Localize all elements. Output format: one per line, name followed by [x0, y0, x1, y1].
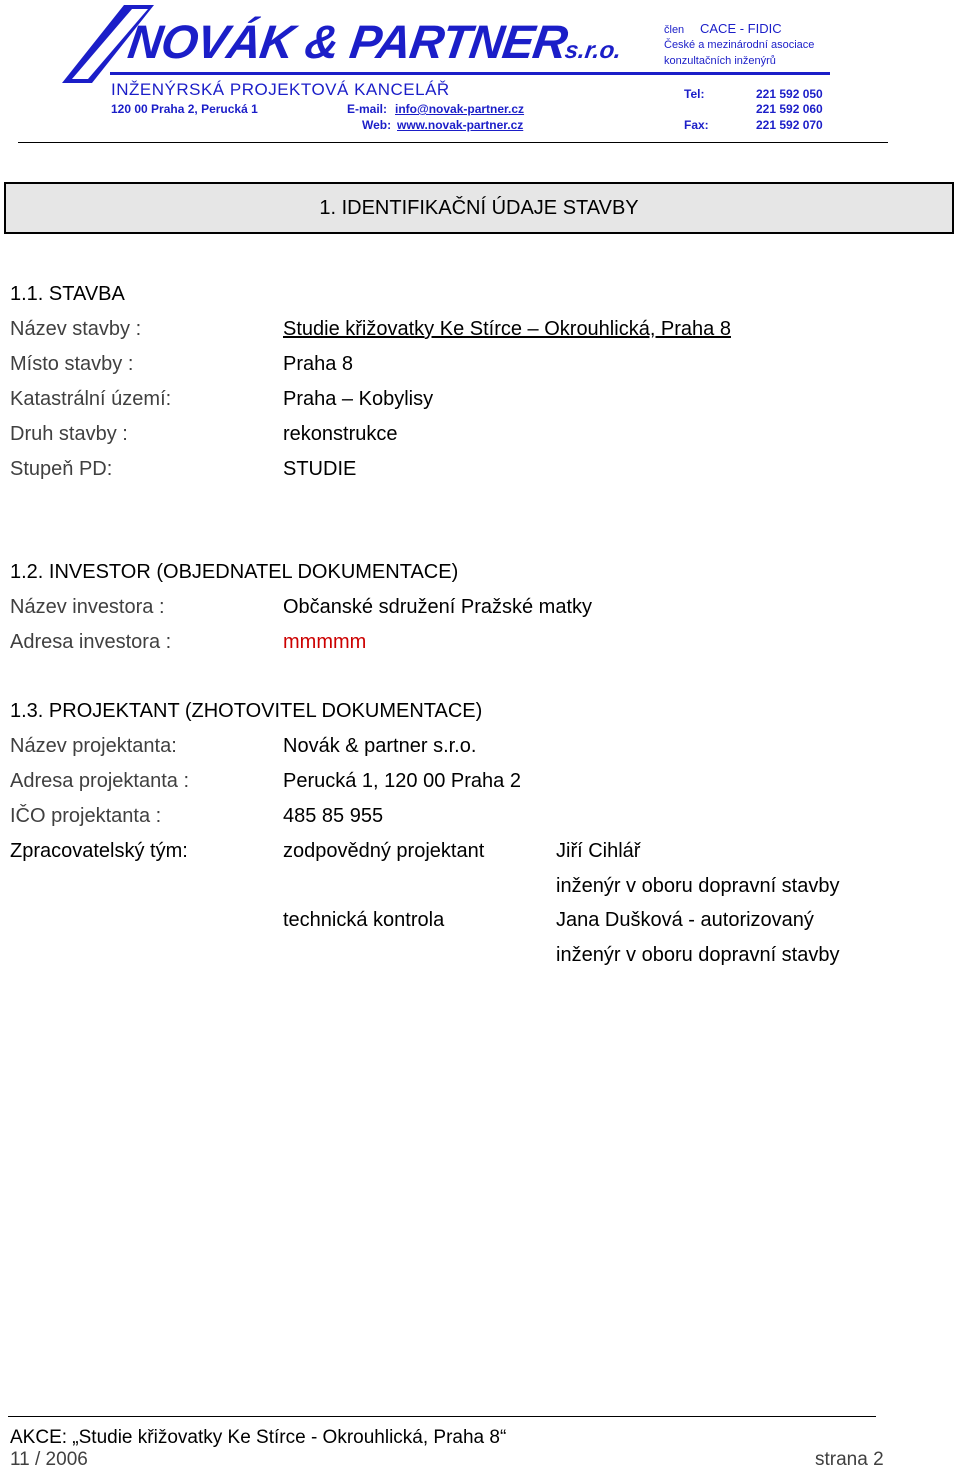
web-link[interactable]: www.novak-partner.cz [397, 118, 524, 132]
footer-akce: AKCE: „Studie křižovatky Ke Stírce - Okrouhlická, Praha 8“ [10, 1427, 507, 1448]
field-value-ico-projektanta: 485 85 955 [283, 805, 384, 827]
field-label: Název projektanta: [10, 735, 177, 757]
email-link[interactable]: info@novak-partner.cz [395, 102, 525, 116]
field-label: Název investora : [10, 596, 165, 618]
member-org: CACE - FIDIC [700, 21, 782, 36]
member-label: člen [664, 24, 685, 36]
document-title-box [4, 182, 954, 234]
company-logo: NOVÁK & PARTNERs.r.o. [124, 15, 624, 68]
footer-date: 11 / 2006 [10, 1449, 88, 1470]
field-label: Adresa projektanta : [10, 770, 189, 792]
footer-page-number: strana 2 [815, 1449, 884, 1470]
team-label: Zpracovatelský tým: [10, 840, 188, 862]
field-value-druh-stavby: rekonstrukce [283, 423, 398, 445]
field-label: Druh stavby : [10, 423, 128, 445]
office-name: INŽENÝRSKÁ PROJEKTOVÁ KANCELÁŘ [111, 80, 450, 99]
team-member-qualification: inženýr v oboru dopravní stavby [556, 944, 840, 966]
field-value-misto-stavby: Praha 8 [283, 353, 354, 375]
member-org-line3: konzultačních inženýrů [664, 55, 776, 67]
email-label: E-mail: [347, 102, 388, 116]
field-value-katastralni-uzemi: Praha – Kobylisy [283, 388, 434, 410]
team-member-name: Jiří Cihlář [556, 840, 641, 862]
field-label: IČO projektanta : [10, 805, 162, 827]
team-role: zodpovědný projektant [283, 840, 485, 862]
footer-divider [8, 1416, 876, 1417]
logo-underline [110, 72, 830, 75]
team-member-qualification: inženýr v oboru dopravní stavby [556, 875, 840, 897]
web-label: Web: [362, 118, 392, 132]
field-label: Katastrální území: [10, 388, 172, 410]
header-divider [18, 142, 888, 143]
tel-label: Tel: [684, 87, 705, 101]
field-value-nazev-investora: Občanské sdružení Pražské matky [283, 596, 593, 618]
field-label: Název stavby : [10, 318, 142, 340]
field-value-adresa-projektanta: Perucká 1, 120 00 Praha 2 [283, 770, 521, 792]
field-label: Místo stavby : [10, 353, 134, 375]
field-label: Adresa investora : [10, 631, 172, 653]
section-heading-stavba: 1.1. STAVBA [10, 283, 125, 305]
company-address: 120 00 Praha 2, Perucká 1 [111, 102, 258, 116]
section-heading-projektant: 1.3. PROJEKTANT (ZHOTOVITEL DOKUMENTACE) [10, 700, 483, 722]
fax-number: 221 592 070 [756, 118, 823, 132]
tel-number-2: 221 592 060 [756, 102, 823, 116]
field-value-nazev-projektanta: Novák & partner s.r.o. [283, 735, 477, 757]
field-value-adresa-investora: mmmmm [283, 631, 367, 653]
section-heading-investor: 1.2. INVESTOR (OBJEDNATEL DOKUMENTACE) [10, 561, 459, 583]
document-title: 1. IDENTIFIKAČNÍ ÚDAJE STAVBY [319, 196, 639, 219]
team-member-name: Jana Dušková - autorizovaný [556, 909, 814, 931]
tel-number-1: 221 592 050 [756, 87, 823, 101]
field-label: Stupeň PD: [10, 458, 113, 480]
fax-label: Fax: [684, 118, 709, 132]
team-role: technická kontrola [283, 909, 445, 931]
member-org-line2: České a mezinárodní asociace [664, 39, 815, 51]
field-value-stupen-pd: STUDIE [283, 458, 357, 480]
field-value-nazev-stavby: Studie křižovatky Ke Stírce – Okrouhlická, Praha 8 [283, 318, 731, 340]
